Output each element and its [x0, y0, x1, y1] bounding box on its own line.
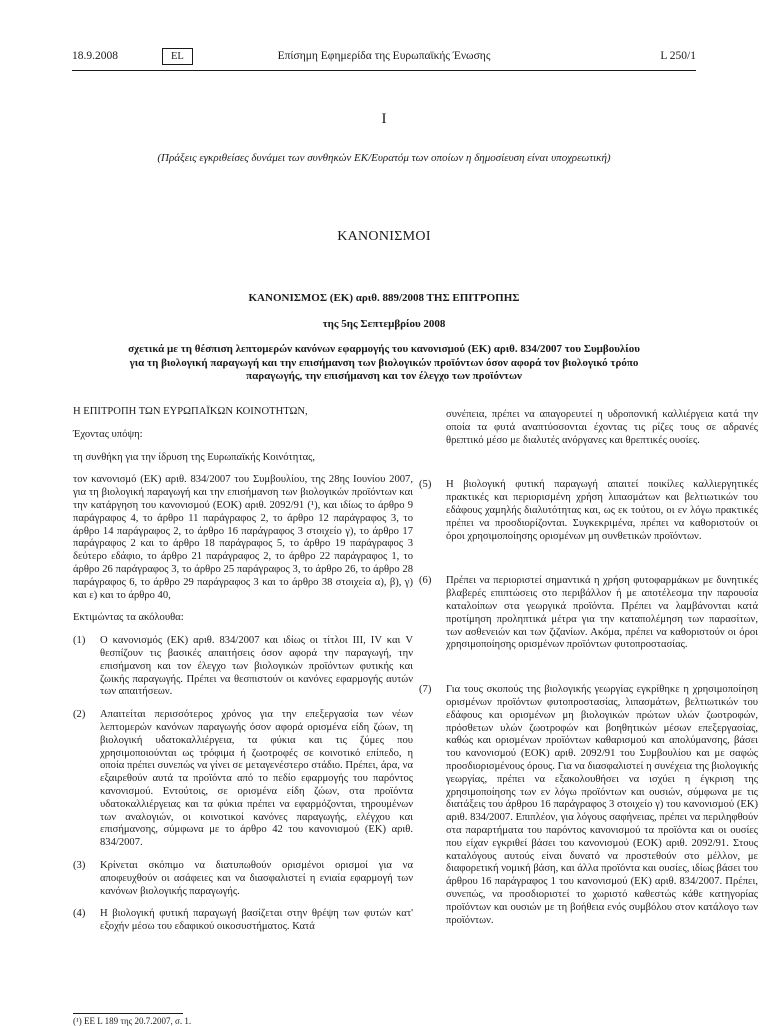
recital-number: (3): [73, 859, 86, 871]
right-column: [419, 409, 758, 927]
language-badge: EL: [162, 48, 193, 65]
footnote: (¹) ΕΕ L 189 της 20.7.2007, σ. 1.: [73, 1016, 192, 1026]
recital-number: (7): [419, 684, 432, 696]
recital-text: Πρέπει να περιοριστεί σημαντικά η χρήση φυτοφαρμάκων με δυνητικές βλαβερές επιπτώσεις στο περιβάλλον ή με αποτέλεσμα την παρουσία καταλοίπων στα γεωργικά προϊόντα. Πρέπει να λαμβάνονται κατά προτίμηση προληπτικά μέτρα για την καταπολέμηση των παρασίτων, των ασθενειών και των ζιζανίων. Ακόμα, πρέπει να καθοριστούν οι όροι χρησιμοποίησης ορισμένων προϊόντων φυτοπροστασίας.: [446, 575, 758, 651]
recital-item: [419, 479, 758, 543]
recital-number: (6): [419, 575, 432, 587]
having-regard: Έχοντας υπόψη:: [73, 428, 143, 440]
recital-text: Ο κανονισμός (ΕΚ) αριθ. 834/2007 και ιδίως οι τίτλοι III, IV και V θεσπίζουν τις βασικές απαιτήσεις όσον αφορά την παραγωγή, την επισήμανση και τον έλεγχο των βιολογικών προϊόντων φυτικής και ζωικής παραγωγής. Πρέπει να θεσπιστούν οι κανόνες εφαρμογής αυτών των απαιτήσεων.: [100, 635, 413, 698]
publication-date: 18.9.2008: [72, 50, 118, 62]
header-divider: [72, 70, 696, 71]
recital-text: Η βιολογική φυτική παραγωγή βασίζεται στην θρέψη των φυτών κατ' εξοχήν μέσω του εδαφικού οικοσυστήματος. Κατά: [100, 908, 413, 933]
recital-item: [73, 908, 413, 934]
part-subtitle: (Πράξεις εγκριθείσες δυνάμει των συνθηκών ΕΚ/Ευρατόμ των οποίων η δημοσίευση είναι υποχρεωτική): [157, 152, 611, 164]
recital-continuation: [419, 409, 758, 447]
recital-number: (2): [73, 709, 86, 721]
part-number: I: [381, 111, 387, 127]
section-title: ΚΑΝΟΝΙΣΜΟΙ: [337, 229, 431, 244]
journal-title: Επίσημη Εφημερίδα της Ευρωπαϊκής Ένωσης: [277, 50, 491, 62]
treaty-reference: τη συνθήκη για την ίδρυση της Ευρωπαϊκής Κοινότητας,: [73, 451, 315, 463]
regulation-date: της 5ης Σεπτεμβρίου 2008: [322, 318, 446, 330]
page-header: [72, 50, 696, 68]
recital-item: [73, 635, 413, 699]
issuing-authority: Η ΕΠΙΤΡΟΠΗ ΤΩΝ ΕΥΡΩΠΑΪΚΩΝ ΚΟΙΝΟΤΗΤΩΝ,: [73, 406, 308, 417]
footnote-divider: [73, 1013, 183, 1014]
recital-number: (1): [73, 635, 86, 647]
left-column: [73, 406, 413, 934]
issue-number: L 250/1: [660, 50, 696, 62]
regulation-title: ΚΑΝΟΝΙΣΜΟΣ (ΕΚ) αριθ. 889/2008 ΤΗΣ ΕΠΙΤΡΟΠΗΣ: [248, 292, 520, 304]
recital-item: [419, 684, 758, 927]
regulation-reference: τον κανονισμό (ΕΚ) αριθ. 834/2007 του Συμβουλίου, της 28ης Ιουνίου 2007, για τη βιολογική παραγωγή και την επισήμανση των βιολογικών προϊόντων και την κατάργηση του κανονισμού (ΕΟΚ) αριθ. 2092/91 (¹), και ιδίως το άρθρο 9 παράγραφος 4, το άρθρο 11 παράγραφος 2, το άρθρο 12 παράγραφος 3, το άρθρο 14 παράγραφος 2, το άρθρο 16 παράγραφος 3 στοιχείο γ), το άρθρο 17 παράγραφος 2 και το άρθρο 18 παράγραφος 5, το άρθρο 19 παράγραφος 3 δεύτερο εδάφιο, το άρθρο 21 παράγραφος 2, το άρθρο 22 παράγραφος 1, το άρθρο 26 παράγραφος 3, το άρθρο 25 παράγραφος 3, το άρθρο 26, το άρθρο 28 παράγραφος 6, το άρθρο 29 παράγραφος 3 και το άρθρο 38 στοιχεία α), β), γ) και ε) και το άρθρο 40,: [73, 474, 413, 601]
regulation-subject: σχετικά με τη θέσπιση λεπτομερών κανόνων εφαρμογής του κανονισμού (ΕΚ) αριθ. 834/2007 του Συμβουλίου για τη βιολογική παραγωγή και την επισήμανση των βιολογικών προϊόντων όσον αφορά τον βιολογικό τρόπο παραγωγής, την επισήμανση και τον έλεγχο των προϊόντων: [128, 343, 640, 383]
recital-text: Για τους σκοπούς της βιολογικής γεωργίας εγκρίθηκε η χρησιμοποίηση ορισμένων προϊόντων φυτοπροστασίας, λιπασμάτων, βελτιωτικών του εδάφους και ορισμένων μη βιολογικών πρώτων υλών ζωοτροφών, πρόσθετων υλών ζωοτροφών και βοηθητικών μέσων επεξεργασίας, καθώς και ορισμένων προϊόντων καθαρισμού και απολύμανσης, βάσει του κανονισμού (ΕΟΚ) αριθ. 2092/91 του Συμβουλίου και με σαφώς προσδιορισμένους όρους. Για να διασφαλιστεί η συνέχεια της βιολογικής γεωργίας, πρέπει να εξακολουθήσει να ισχύει η έγκριση της χρησιμοποίησης των εν λόγω προϊόντων και ουσιών, σύμφωνα με τις διατάξεις του άρθρου 16 παράγραφος 3 στοιχείο γ) του κανονισμού (ΕΚ) αριθ. 834/2007. Επιπλέον, για λόγους σαφήνειας, πρέπει να περιληφθούν στα παραρτήματα του παρόντος κανονισμού τα προϊόντα και οι ουσίες που είχαν εγκριθεί βάσει του κανονισμού (ΕΟΚ) αριθ. 2092/91. Στους καταλόγους αυτούς είναι δυνατό να προστεθούν στο μέλλον, με διαφορετική νομική βάση, και άλλα προϊόντα και ουσίες, ιδίως βάσει του άρθρου 16 παράγραφος 1 του κανονισμού (ΕΚ) αριθ. 834/2007. Πρέπει, συνεπώς, να προσδιοριστεί το χωριστό καθεστώς κάθε κατηγορίας προϊόντων και ουσιών με τη βοήθεια ενός συμβόλου στον κατάλογο των προϊόντων.: [446, 684, 758, 926]
recital-item: [73, 709, 413, 850]
whereas-heading: Εκτιμώντας τα ακόλουθα:: [73, 612, 184, 624]
recital-item: [419, 575, 758, 652]
recital-text: συνέπεια, πρέπει να απαγορευτεί η υδροπονική καλλιέργεια κατά την οποία τα φυτά αναπτύσσονται έχοντας τις ρίζες τους σε αδρανές θρεπτικό μέσο με διαλυτές ανόργανες και θρεπτικές ουσίες.: [446, 409, 758, 446]
recital-number: (4): [73, 908, 86, 920]
recital-item: [73, 860, 413, 898]
recital-text: Κρίνεται σκόπιμο να διατυπωθούν ορισμένοι ορισμοί για να αποφευχθούν οι ασάφειες και να διασφαλιστεί η ενιαία εφαρμογή των κανόνων βιολογικής παραγωγής.: [100, 859, 413, 897]
recital-text: Απαιτείται περισσότερος χρόνος για την επεξεργασία των νέων λεπτομερών κανόνων παραγωγής όσον αφορά ορισμένα είδη ζώων, τη βιολογική υδατοκαλλιέργεια, τα φύκια και τις ζύμες που χρησιμοποιούνται ως τρόφιμα ή ζωοτροφές σε κοινοτικό επίπεδο, η οποία πρέπει συνεπώς να γίνει σε μεταγενέστερο στάδιο. Πρέπει, άρα, να εξαιρεθούν αυτά τα προϊόντα από το πεδίο εφαρμογής του παρόντος κανονισμού. Εντούτοις, σε ορισμένα είδη ζώων, στα προϊόντα υδατοκαλλιέργειας και τα φύκια πρέπει να εφαρμόζονται, τηρουμένων των αναλογιών, οι κοινοτικοί κανόνες παραγωγής, ελέγχου και επισήμανσης, σύμφωνα με το άρθρο 42 του κανονισμού (ΕΚ) αριθ. 834/2007.: [100, 709, 413, 849]
recital-number: (5): [419, 479, 432, 491]
recital-text: Η βιολογική φυτική παραγωγή απαιτεί ποικίλες καλλιεργητικές πρακτικές και περιορισμένη χρήση λιπασμάτων και βελτιωτικών του εδάφους χαμηλής διαλυτότητας και, ως εκ τούτου, οι εν λόγω πρακτικές πρέπει να προσδιορίζονται. Συγκεκριμένα, πρέπει να καθοριστούν οι όροι χρησιμοποίησης ορισμένων μη συνθετικών προϊόντων.: [446, 479, 758, 542]
